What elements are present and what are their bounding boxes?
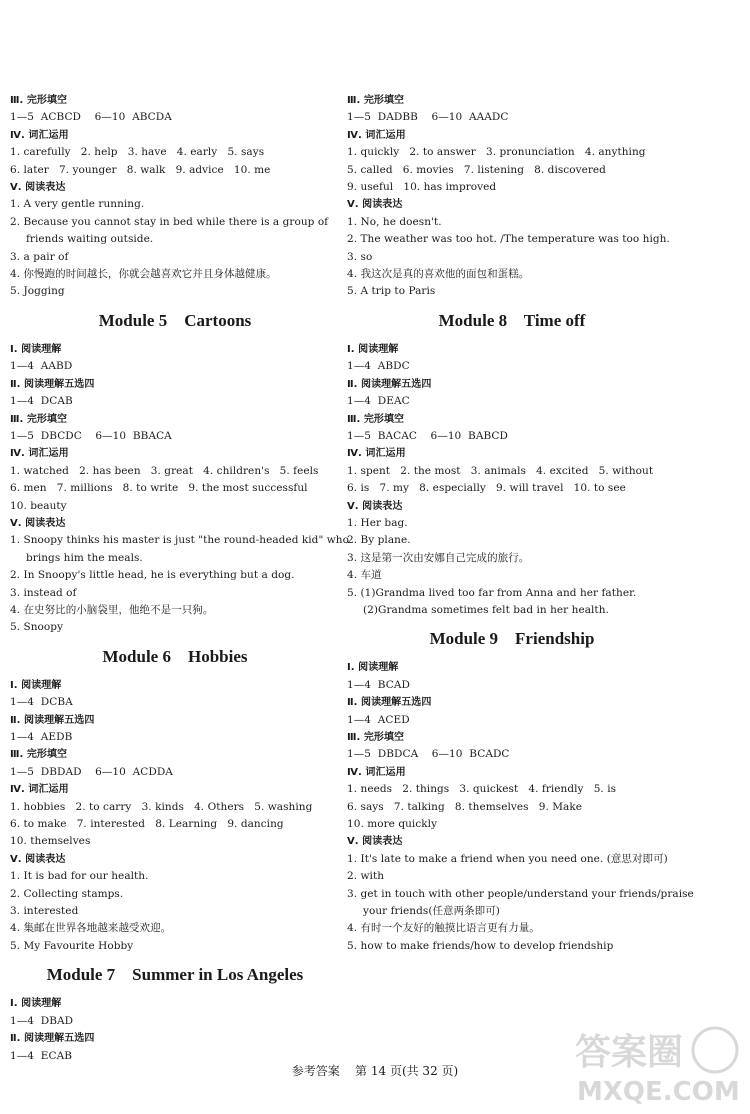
answer-line: 5. (1)Grandma lived too far from Anna and her father. xyxy=(347,586,637,599)
answer-line: 1—4 AABD xyxy=(10,360,73,373)
section-heading: Ⅱ. 阅读理解五选四 xyxy=(10,378,95,390)
answer-line: 1—4 DCAB xyxy=(10,395,73,408)
answer-line: 4. 有时一个友好的触摸比语言更有力量。 xyxy=(347,922,540,935)
answer-line: 5. Jogging xyxy=(10,285,65,298)
module-heading: Module 5 Cartoons xyxy=(98,310,252,330)
section-heading: Ⅴ. 阅读表达 xyxy=(347,199,403,211)
answer-line: 1. spent 2. the most 3. animals 4. excited 5. without xyxy=(347,464,654,477)
module-heading: Module 6 Hobbies xyxy=(102,646,248,666)
answer-line: 1. It's late to make a friend when you need one. (意思对即可) xyxy=(347,852,668,865)
answer-line: 2. By plane. xyxy=(347,534,411,547)
answer-line-continued: friends waiting outside. xyxy=(26,233,154,246)
answer-line: 1—4 AEDB xyxy=(10,731,73,743)
answer-line: 1—5 BACAC 6—10 BABCD xyxy=(347,429,508,442)
answer-line: 9. useful 10. has improved xyxy=(347,181,497,194)
answer-line: 4. 我这次是真的喜欢他的面包和蛋糕。 xyxy=(347,268,530,281)
section-heading: Ⅰ. 阅读理解 xyxy=(10,998,62,1010)
answer-line: 5. A trip to Paris xyxy=(347,285,436,298)
answer-line: 1. A very gentle running. xyxy=(10,198,145,211)
watermark-text-en: MXQE.COM xyxy=(577,1077,740,1107)
section-heading: Ⅳ. 词汇运用 xyxy=(347,766,406,778)
section-heading: Ⅴ. 阅读表达 xyxy=(10,182,66,194)
section-heading: Ⅲ. 完形填空 xyxy=(10,413,68,425)
answer-line: 1. Snoopy thinks his master is just "the round-headed kid" who xyxy=(10,534,349,547)
answer-line: 10. beauty xyxy=(10,499,67,512)
section-heading: Ⅲ. 完形填空 xyxy=(10,749,68,761)
answer-line: 6. later 7. younger 8. walk 9. advice 10. me xyxy=(10,163,271,176)
answer-line: 1—5 ACBCD 6—10 ABCDA xyxy=(10,111,172,124)
answer-line: 5. Snoopy xyxy=(10,621,64,634)
watermark-text-cn: 答案圈 xyxy=(575,1032,684,1073)
answer-line: 2. The weather was too hot. /The temperature was too high. xyxy=(347,233,670,246)
answer-line: 1. carefully 2. help 3. have 4. early 5. says xyxy=(10,146,265,159)
module-heading: Module 8 Time off xyxy=(438,310,586,330)
section-heading: Ⅲ. 完形填空 xyxy=(347,732,405,743)
section-heading: Ⅴ. 阅读表达 xyxy=(10,517,66,529)
answer-line-continued: brings him the meals. xyxy=(26,551,143,564)
section-heading: Ⅰ. 阅读理解 xyxy=(10,679,62,691)
answer-line: 4. 集邮在世界各地越来越受欢迎。 xyxy=(10,922,172,935)
section-heading: Ⅳ. 词汇运用 xyxy=(347,448,406,460)
section-heading: Ⅳ. 词汇运用 xyxy=(10,784,69,796)
answer-line: 3. 这是第一次由安娜自己完成的旅行。 xyxy=(347,551,530,564)
answer-line: 10. more quickly xyxy=(347,818,438,831)
answer-line-continued: (2)Grandma sometimes felt bad in her health. xyxy=(363,603,609,616)
section-heading: Ⅳ. 词汇运用 xyxy=(347,129,406,141)
answer-line: 1. No, he doesn't. xyxy=(347,215,442,228)
answer-line: 1—4 ABDC xyxy=(347,360,410,373)
answer-line: 1—5 DBDAD 6—10 ACDDA xyxy=(10,765,173,778)
answer-line: 5. how to make friends/how to develop friendship xyxy=(347,939,614,952)
section-heading: Ⅱ. 阅读理解五选四 xyxy=(10,1033,95,1045)
answer-line: 5. called 6. movies 7. listening 8. discovered xyxy=(347,163,606,176)
answer-line: 4. 车道 xyxy=(347,569,382,582)
answer-line: 2. Collecting stamps. xyxy=(10,887,124,900)
module-heading: Module 9 Friendship xyxy=(429,629,595,649)
answer-line: 1. watched 2. has been 3. great 4. children's 5. feels xyxy=(10,464,319,477)
answer-line: 5. My Favourite Hobby xyxy=(10,939,134,952)
section-heading: Ⅰ. 阅读理解 xyxy=(10,343,62,355)
answer-line: 1—4 DCBA xyxy=(10,696,73,709)
answer-line: 1—5 DADBB 6—10 AAADC xyxy=(347,111,509,124)
answer-line: 3. get in touch with other people/understand your friends/praise xyxy=(347,887,694,900)
section-heading: Ⅴ. 阅读表达 xyxy=(347,500,403,512)
answer-line: 6. says 7. talking 8. themselves 9. Make xyxy=(347,800,583,813)
right-column xyxy=(347,92,694,955)
section-heading: Ⅲ. 完形填空 xyxy=(10,95,68,106)
section-heading: Ⅳ. 词汇运用 xyxy=(10,129,69,141)
answer-line-continued: your friends(任意两条即可) xyxy=(363,905,500,918)
watermark-logo xyxy=(565,1020,745,1110)
answer-line: 6. to make 7. interested 8. Learning 9. dancing xyxy=(10,818,284,831)
answer-line: 2. In Snoopy's little head, he is everything but a dog. xyxy=(10,569,295,582)
answer-line: 1. needs 2. things 3. quickest 4. friendly 5. is xyxy=(347,783,617,796)
section-heading: Ⅰ. 阅读理解 xyxy=(347,343,399,355)
left-column xyxy=(10,92,349,1065)
answer-line: 1—4 ECAB xyxy=(10,1049,72,1062)
answer-line: 4. 你慢跑的时间越长，你就会越喜欢它并且身体越健康。 xyxy=(10,268,277,281)
answer-line: 4. 在史努比的小脑袋里，他绝不是一只狗。 xyxy=(10,603,214,616)
section-heading: Ⅲ. 完形填空 xyxy=(347,413,405,425)
module-heading: Module 7 Summer in Los Angeles xyxy=(46,965,304,985)
answer-line: 6. men 7. millions 8. to write 9. the most successful xyxy=(10,482,308,495)
answer-line: 3. interested xyxy=(10,905,79,918)
section-heading: Ⅱ. 阅读理解五选四 xyxy=(347,697,432,709)
section-heading: Ⅱ. 阅读理解五选四 xyxy=(347,378,432,390)
answer-line: 1. It is bad for our health. xyxy=(10,870,149,883)
answer-line: 3. instead of xyxy=(10,586,77,599)
section-heading: Ⅱ. 阅读理解五选四 xyxy=(10,714,95,726)
answer-line: 3. so xyxy=(347,250,373,263)
section-heading: Ⅳ. 词汇运用 xyxy=(10,448,69,460)
section-heading: Ⅴ. 阅读表达 xyxy=(10,853,66,865)
section-heading: Ⅰ. 阅读理解 xyxy=(347,662,399,674)
answer-line: 2. Because you cannot stay in bed while there is a group of xyxy=(10,215,329,228)
answer-line: 1—4 BCAD xyxy=(347,678,410,691)
page-footer: 参考答案 第 14 页(共 32 页) xyxy=(291,1064,459,1078)
answer-line: 1—5 DBDCA 6—10 BCADC xyxy=(347,748,510,761)
answer-line: 2. with xyxy=(347,870,385,883)
answer-line: 1. Her bag. xyxy=(347,516,408,529)
answer-line: 6. is 7. my 8. especially 9. will travel 10. to see xyxy=(347,482,626,495)
section-heading: Ⅲ. 完形填空 xyxy=(347,95,405,106)
answer-line: 1. quickly 2. to answer 3. pronunciation 4. anything xyxy=(347,146,646,159)
answer-line: 1—4 ACED xyxy=(347,713,410,726)
answer-line: 1—4 DEAC xyxy=(347,395,410,408)
answer-line: 1—4 DBAD xyxy=(10,1014,74,1027)
answer-line: 1—5 DBCDC 6—10 BBACA xyxy=(10,429,172,442)
section-heading: Ⅴ. 阅读表达 xyxy=(347,836,403,848)
answer-line: 1. hobbies 2. to carry 3. kinds 4. Others 5. washing xyxy=(10,800,313,813)
answer-line: 10. themselves xyxy=(10,835,91,848)
answer-line: 3. a pair of xyxy=(10,250,69,263)
